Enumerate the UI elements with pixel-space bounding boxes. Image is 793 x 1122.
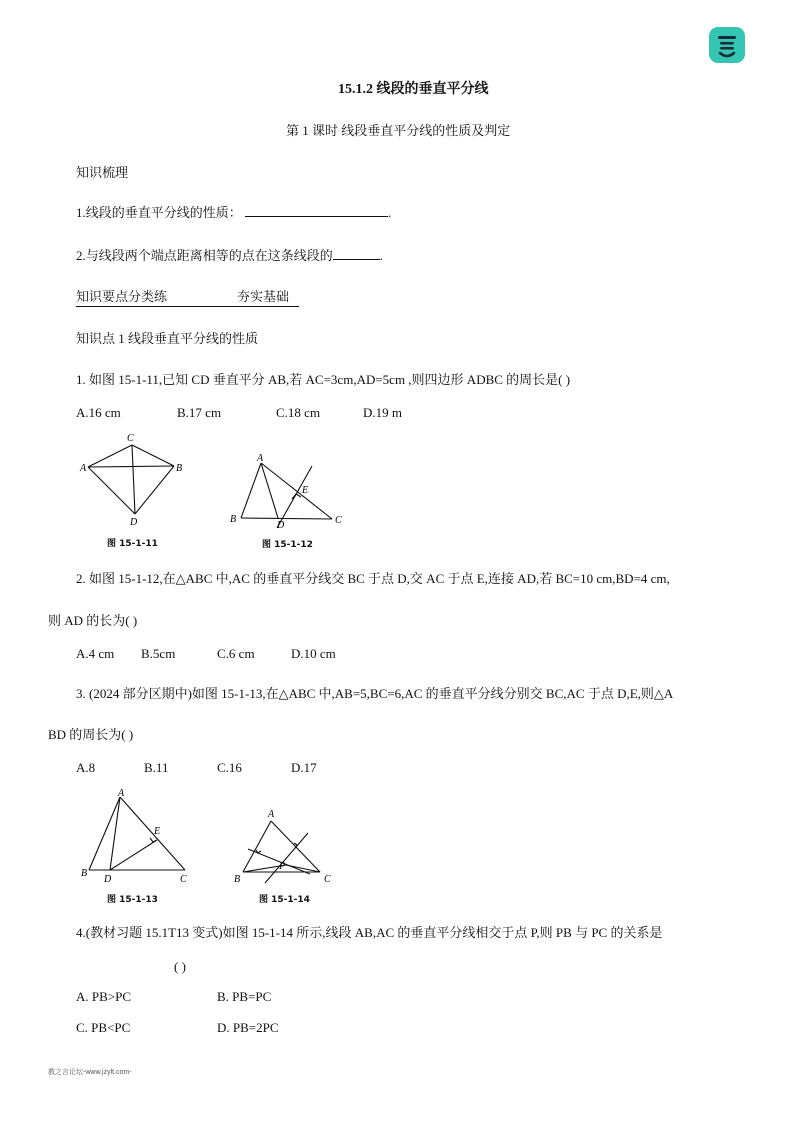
fig13-label-b: B <box>81 868 88 879</box>
question-2-stem-line-1: 2. 如图 15-1-12,在△ABC 中,AC 的垂直平分线交 BC 于点 D,交 AC 于点 E,连接 AD,若 BC=10 cm,BD=4 cm, <box>76 571 670 586</box>
review-item-1-text: 1.线段的垂直平分线的性质： <box>76 205 242 220</box>
section-review-heading: 知识梳理 <box>76 165 129 180</box>
q3-option-c: C.16 <box>217 760 242 775</box>
fig11-label-a: A <box>80 463 87 474</box>
review-item-2-end: . <box>379 248 384 263</box>
logo-icon <box>709 27 745 63</box>
figure-15-1-11-caption: 图 15-1-11 <box>107 539 158 549</box>
page-subtitle: 第 1 课时 线段垂直平分线的性质及判定 <box>286 123 511 138</box>
q3-option-b: B.11 <box>144 760 169 775</box>
figure-15-1-13-caption: 图 15-1-13 <box>107 895 158 905</box>
knowledge-point-1: 知识点 1 线段垂直平分线的性质 <box>76 331 259 346</box>
q4-option-c: C. PB<PC <box>76 1020 131 1035</box>
fig12-label-a: A <box>257 453 264 464</box>
q1-option-d: D.19 m <box>363 405 402 420</box>
fig13-label-a: A <box>118 788 125 799</box>
figure-15-1-14 <box>228 803 348 887</box>
fig12-label-b: B <box>230 514 237 525</box>
page-title: 15.1.2 线段的垂直平分线 <box>338 82 489 97</box>
fig13-label-e: E <box>154 826 161 837</box>
fig14-label-p: P <box>279 861 286 872</box>
q3-option-a: A.8 <box>76 760 96 775</box>
fig11-label-d: D <box>130 517 138 528</box>
figure-15-1-14-caption: 图 15-1-14 <box>259 895 310 905</box>
review-2-blank <box>333 247 380 260</box>
page-footer: 教之言论坛-www.jzylt.com- <box>48 1069 132 1076</box>
review-1-blank <box>245 204 388 217</box>
q4-option-a: A. PB>PC <box>76 989 132 1004</box>
fig13-label-d: D <box>104 874 112 885</box>
fig14-label-b: B <box>234 874 241 885</box>
q1-option-b: B.17 cm <box>177 405 222 420</box>
review-item-1 <box>76 202 391 221</box>
q1-option-c: C.18 cm <box>276 405 321 420</box>
fig12-label-c: C <box>335 515 342 526</box>
section-points-left: 知识要点分类练 <box>76 289 168 304</box>
q1-option-a: A.16 cm <box>76 405 121 420</box>
fig12-label-e: E <box>302 485 309 496</box>
review-item-2-text: 2.与线段两个端点距离相等的点在这条线段的 <box>76 248 333 263</box>
section-points-heading <box>76 286 299 307</box>
q3-option-d: D.17 <box>291 760 317 775</box>
question-3-stem-line-2: BD 的周长为( ) <box>48 727 134 742</box>
fig14-label-c: C <box>324 874 331 885</box>
review-item-1-end: . <box>388 205 392 220</box>
question-4-stem: 4.(教材习题 15.1T13 变式)如图 15-1-14 所示,线段 AB,AC 的垂直平分线相交于点 P,则 PB 与 PC 的关系是 <box>76 925 663 940</box>
figure-15-1-12-caption: 图 15-1-12 <box>262 540 313 550</box>
q2-option-c: C.6 cm <box>217 646 255 661</box>
fig14-label-a: A <box>268 809 275 820</box>
q4-option-d: D. PB=2PC <box>217 1020 279 1035</box>
question-2-stem-line-2: 则 AD 的长为( ) <box>48 613 138 628</box>
q4-option-b: B. PB=PC <box>217 989 272 1004</box>
figure-15-1-13 <box>78 786 200 886</box>
fig13-label-c: C <box>180 874 187 885</box>
question-1-stem: 1. 如图 15-1-11,已知 CD 垂直平分 AB,若 AC=3cm,AD=5cm ,则四边形 ADBC 的周长是( ) <box>76 372 571 387</box>
question-4-paren: ( ) <box>174 959 186 974</box>
q2-option-d: D.10 cm <box>291 646 336 661</box>
q2-option-b: B.5cm <box>141 646 176 661</box>
fig11-label-c: C <box>127 433 134 444</box>
figure-15-1-11 <box>78 428 190 530</box>
figure-15-1-12 <box>228 452 350 532</box>
q2-option-a: A.4 cm <box>76 646 115 661</box>
review-item-2 <box>76 245 383 264</box>
section-points-right: 夯实基础 <box>237 289 290 304</box>
fig11-label-b: B <box>176 463 183 474</box>
fig12-label-d: D <box>277 520 285 531</box>
question-3-stem-line-1: 3. (2024 部分区期中)如图 15-1-13,在△ABC 中,AB=5,BC=6,AC 的垂直平分线分别交 BC,AC 于点 D,E,则△A <box>76 686 674 701</box>
